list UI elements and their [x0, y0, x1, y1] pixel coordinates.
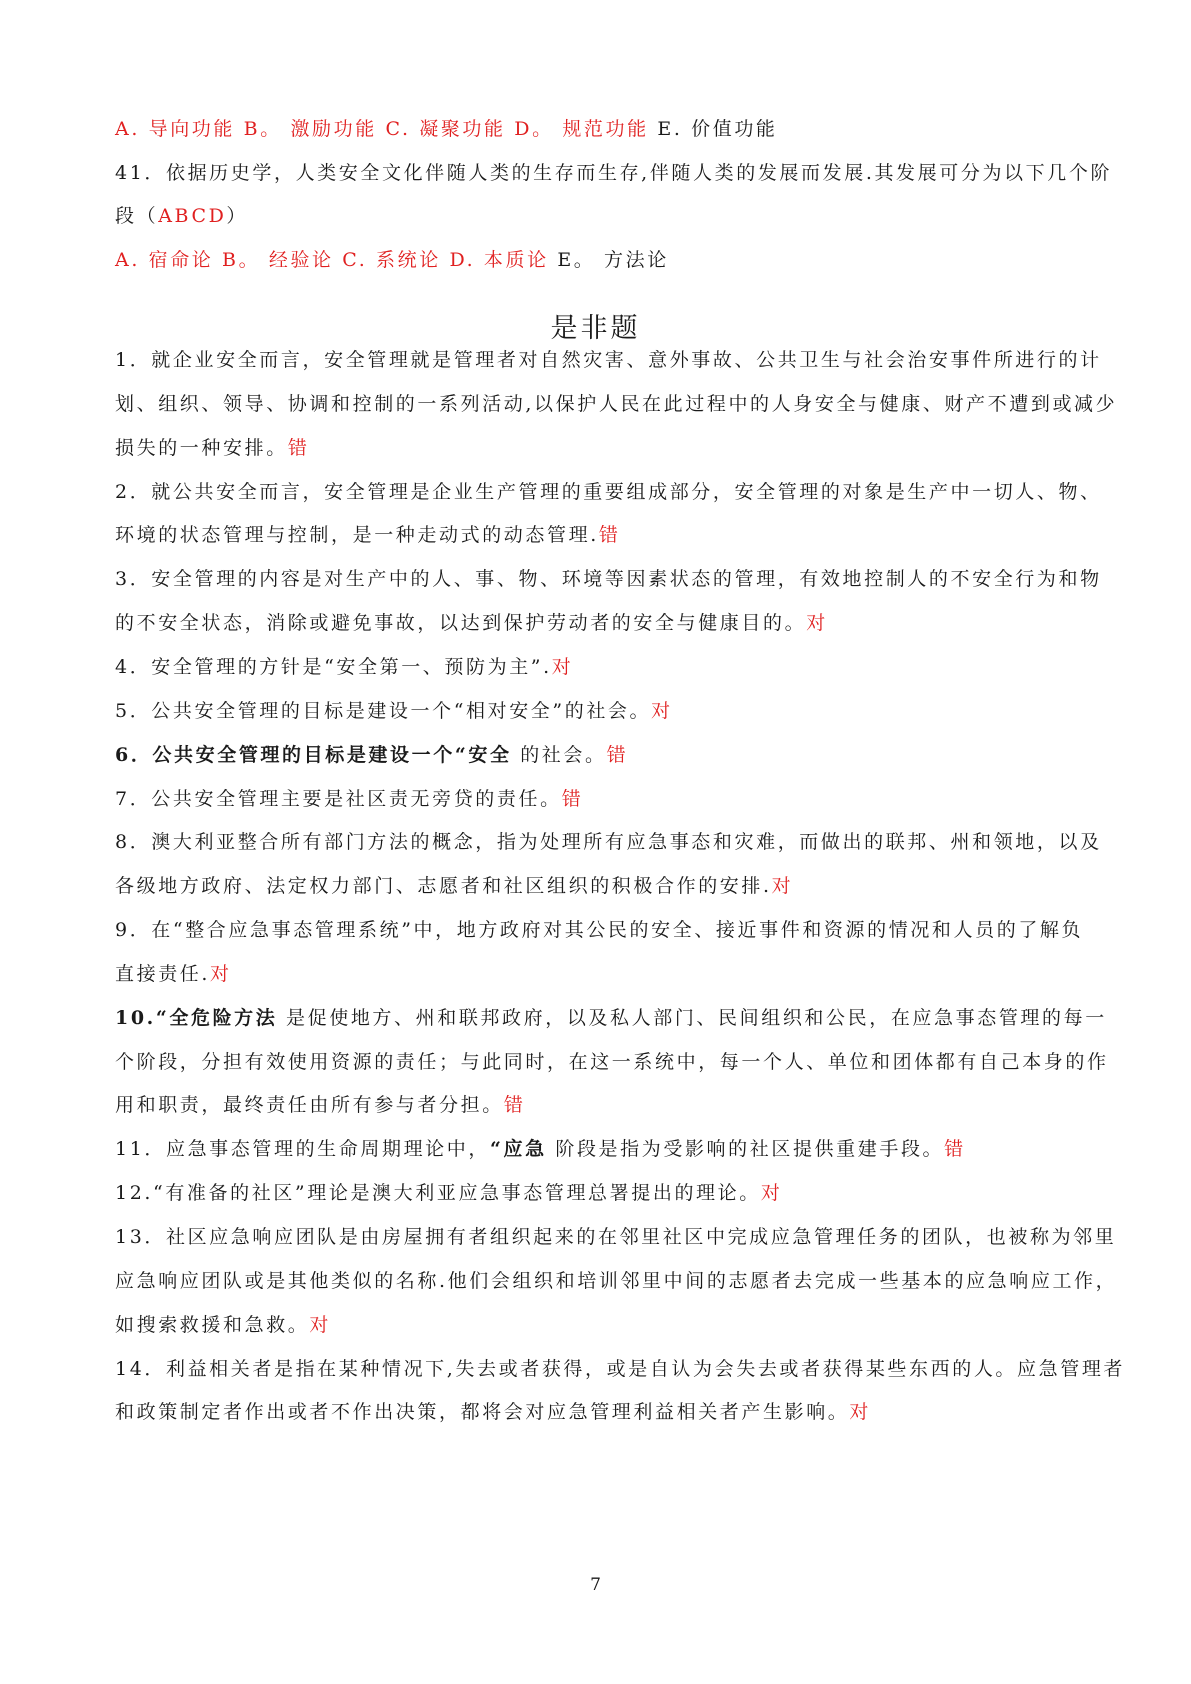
question-text: 损失的一种安排。 [115, 437, 288, 459]
text-line [115, 1313, 1080, 1337]
text-line [115, 699, 1080, 723]
text-line [115, 1006, 1107, 1030]
question-text: 14．利益相关者是指在某种情况下,失去或者获得，或是自认为会失去或者获得某些东西的人。应急管理者 [115, 1358, 1126, 1380]
answer-text: ABCD [158, 205, 227, 227]
question-text: 9．在“整合应急事态管理系统”中，地方政府对其公民的安全、接近事件和资源的情况和人员的了解负 [115, 919, 1084, 941]
answer-text: 对 [849, 1401, 872, 1423]
question-text: 如搜索救援和急救。 [115, 1314, 310, 1336]
text-line [115, 348, 1102, 372]
question-text: “应急 [489, 1138, 547, 1160]
answer-text: 对 [760, 1182, 783, 1204]
question-text: 10.“全危险方法 [115, 1007, 278, 1029]
question-text: 划、组织、领导、协调和控制的一系列活动,以保护人民在此过程中的人身安全与健康、财产不遭到或减少 [115, 393, 1118, 415]
text-line [115, 117, 1080, 141]
text-line [115, 248, 1080, 272]
answer-text: 对 [806, 612, 828, 634]
question-text: 应急响应团队或是其他类似的名称.他们会组织和培训邻里中间的志愿者去完成一些基本的应急响应工作， [115, 1270, 1118, 1292]
text-line [115, 1225, 1117, 1249]
question-text: 1．就企业安全而言，安全管理就是管理者对自然灾害、意外事故、公共卫生与社会治安事件所进行的计 [115, 349, 1102, 371]
question-text: 阶段是指为受影响的社区提供重建手段。 [546, 1138, 945, 1160]
text-line [115, 1050, 1109, 1074]
answer-text: 对 [309, 1314, 332, 1336]
question-text: 6．公共安全管理的目标是建设一个“安全 [115, 744, 512, 766]
text-line [115, 1093, 1080, 1117]
question-text: E. 价值功能 [648, 118, 778, 140]
answer-text: 错 [561, 788, 584, 810]
question-text: ） [226, 205, 249, 227]
text-line [115, 436, 1080, 460]
question-text: 11．应急事态管理的生命周期理论中， [115, 1138, 490, 1160]
text-line [115, 204, 1080, 228]
text-line [115, 480, 1102, 504]
section-heading: 是非题 [550, 313, 641, 344]
question-text: 环境的状态管理与控制，是一种走动式的动态管理. [115, 524, 599, 546]
answer-text: A. 导向功能 B。 激励功能 C. 凝聚功能 D。 规范功能 [115, 118, 649, 140]
text-line [115, 874, 1080, 898]
question-text: 的社会。 [511, 744, 607, 766]
question-text: 5．公共安全管理的目标是建设一个“相对安全”的社会。 [115, 700, 652, 722]
question-text: 直接责任. [115, 963, 211, 985]
question-text: 12.“有准备的社区”理论是澳大利亚应急事态管理总署提出的理论。 [115, 1182, 761, 1204]
answer-text: 错 [944, 1138, 966, 1160]
text-line [115, 743, 1080, 767]
question-text: 段（ [115, 205, 159, 227]
question-text: 各级地方政府、法定权力部门、志愿者和社区组织的积极合作的安排. [115, 875, 772, 897]
text-line [115, 1137, 1080, 1161]
answer-text: 对 [651, 700, 673, 722]
answer-text: 对 [551, 656, 574, 678]
question-text: 41．依据历史学，人类安全文化伴随人类的生存而生存,伴随人类的发展而发展.其发展可分为以下几个阶 [115, 162, 1113, 184]
text-line [115, 567, 1102, 591]
question-text: 13．社区应急响应团队是由房屋拥有者组织起来的在邻里社区中完成应急管理任务的团队，也被称为邻里 [115, 1226, 1117, 1248]
text-line [115, 1357, 1126, 1381]
text-line [115, 392, 1118, 416]
question-text: 3．安全管理的内容是对生产中的人、事、物、环境等因素状态的管理，有效地控制人的不安全行为和物 [115, 568, 1102, 590]
answer-text: 错 [503, 1094, 526, 1116]
text-line [115, 523, 1080, 547]
text-line [115, 962, 1080, 986]
text-line [115, 830, 1102, 854]
text-line [115, 918, 1084, 942]
text-line [115, 611, 1080, 635]
answer-text: A. 宿命论 B。 经验论 C. 系统论 D. 本质论 [115, 249, 549, 271]
text-line [115, 1269, 1118, 1293]
text-line [115, 787, 1080, 811]
text-line [115, 1400, 1080, 1424]
text-line [115, 655, 1080, 679]
question-text: 4．安全管理的方针是“安全第一、预防为主”. [115, 656, 552, 678]
question-text: E。 方法论 [548, 249, 669, 271]
question-text: 7．公共安全管理主要是社区责无旁贷的责任。 [115, 788, 562, 810]
answer-text: 错 [287, 437, 310, 459]
text-line [115, 161, 1113, 185]
text-line [115, 1181, 1080, 1205]
question-text: 8．澳大利亚整合所有部门方法的概念，指为处理所有应急事态和灾难，而做出的联邦、州和领地，以及 [115, 831, 1102, 853]
answer-text: 错 [606, 744, 629, 766]
question-text: 2．就公共安全而言，安全管理是企业生产管理的重要组成部分，安全管理的对象是生产中一切人、物、 [115, 481, 1102, 503]
question-text: 是促使地方、州和联邦政府，以及私人部门、民间组织和公民，在应急事态管理的每一 [277, 1007, 1107, 1029]
question-text: 个阶段，分担有效使用资源的责任；与此同时，在这一系统中，每一个人、单位和团体都有自己本身的作 [115, 1051, 1109, 1073]
answer-text: 错 [598, 524, 621, 546]
page-number: 7 [590, 1575, 601, 1595]
question-text: 用和职责，最终责任由所有参与者分担。 [115, 1094, 504, 1116]
answer-text: 对 [771, 875, 794, 897]
question-text: 和政策制定者作出或者不作出决策，都将会对应急管理利益相关者产生影响。 [115, 1401, 850, 1423]
answer-text: 对 [210, 963, 232, 985]
question-text: 的不安全状态，消除或避免事故，以达到保护劳动者的安全与健康目的。 [115, 612, 807, 634]
